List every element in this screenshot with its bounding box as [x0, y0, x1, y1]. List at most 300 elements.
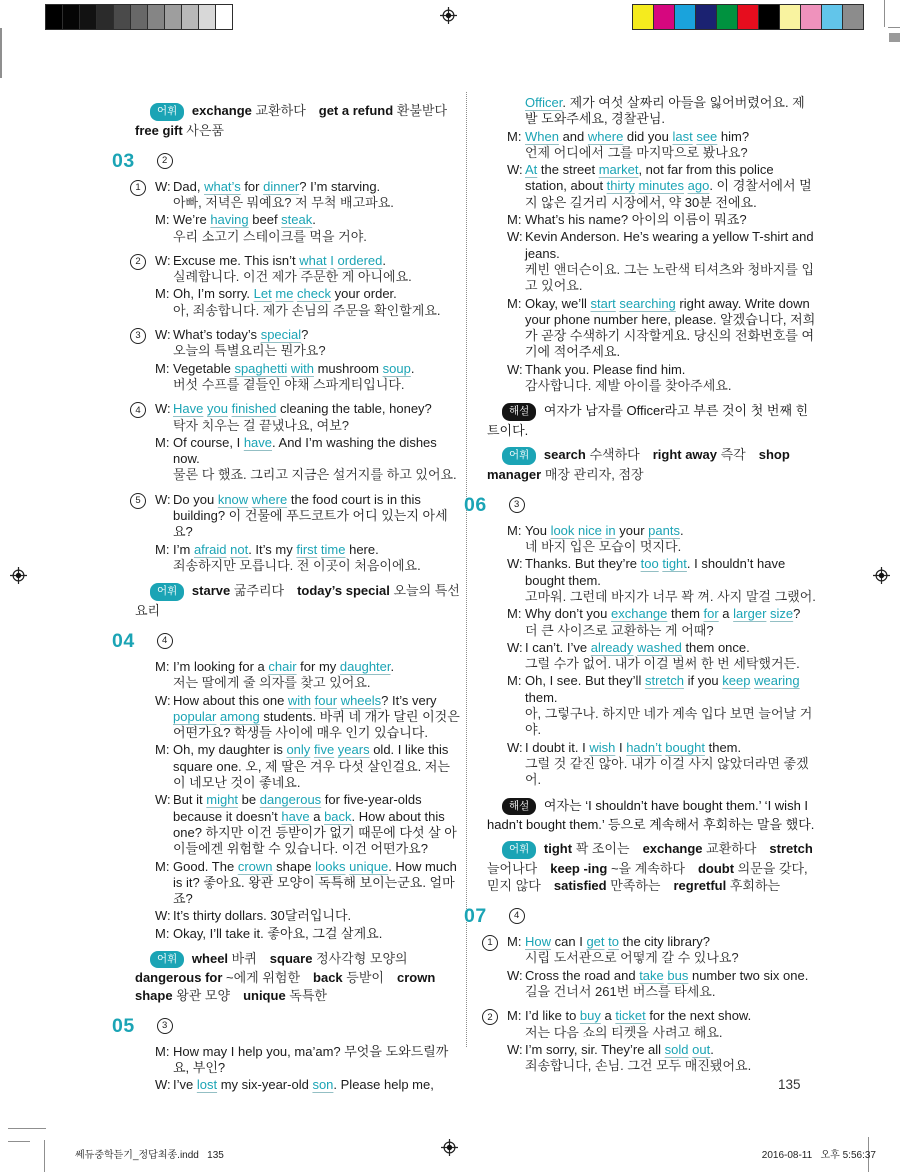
highlighted-word: searching: [619, 295, 676, 311]
speaker-label: W:: [155, 252, 171, 268]
footer-filename: 쎄듀중학듣기_정답최종.indd 135: [75, 1150, 224, 1161]
dialogue-turn: [507, 212, 817, 228]
korean-translation: 아빠, 저녁은 뭐예요? 저 무척 배고파요.: [173, 195, 394, 210]
dialogue-turn: [507, 606, 817, 639]
dialogue-line: W: Excuse me. This isn’t what I ordered.: [155, 252, 386, 268]
highlighted-word: I: [330, 252, 334, 268]
vocab-term: wheel: [191, 950, 229, 966]
vocab-term: unique: [243, 987, 286, 1003]
dialogue-turn: [155, 286, 463, 319]
highlighted-word: crown: [237, 858, 273, 874]
dialogue-line: M: How may I help you, ma’am? 무엇을 도와드릴까요, 부인?: [155, 1043, 449, 1076]
highlighted-word: minutes: [638, 178, 684, 194]
color-swatch: [800, 4, 822, 30]
vocab-gloss: 꽉 조이는: [575, 841, 630, 857]
highlighted-word: ordered: [337, 252, 383, 268]
speaker-label: W:: [155, 327, 171, 343]
dialogue-turn: [155, 401, 463, 434]
explanation-block: [487, 402, 817, 439]
explanation-badge: 해설: [502, 798, 536, 816]
section-header: [112, 149, 463, 173]
highlighted-word: with: [287, 692, 312, 708]
item-number: 4: [130, 402, 146, 418]
dialogue-turn: [507, 362, 817, 395]
vocab-badge: 어휘: [502, 841, 536, 859]
korean-translation: 더 큰 사이즈로 교환하는 게 어때?: [525, 622, 714, 638]
vocab-term: stretch: [769, 841, 813, 857]
speaker-label: M:: [507, 128, 522, 144]
highlighted-word: unique: [349, 858, 389, 874]
section-answer: 2: [157, 153, 173, 169]
highlighted-word: How: [525, 934, 552, 950]
speaker-label: W:: [155, 491, 171, 507]
vocab-gloss: ~을 계속하다: [610, 860, 685, 876]
vocab-term: satisfied: [553, 877, 607, 893]
speaker-label: W:: [155, 792, 171, 808]
dialogue-turn: [155, 693, 463, 742]
korean-translation: 아, 죄송합니다. 제가 손님의 주문을 확인할게요.: [173, 302, 441, 318]
highlighted-word: what’s: [204, 178, 241, 194]
highlighted-word: take: [639, 967, 664, 983]
dialogue-turn: [155, 253, 463, 286]
color-swatch: [653, 4, 675, 30]
highlighted-word: have: [243, 434, 273, 450]
vocab-gloss: 사은품: [186, 122, 224, 138]
section-number: 03: [112, 149, 135, 172]
vocab-term: today’s special: [297, 583, 390, 599]
speaker-label: M:: [507, 295, 522, 311]
left-column: [112, 95, 463, 1102]
explanation-text: 여자는 ‘I shouldn’t have bought them.’ ‘I wish I hadn’t bought them.’ 등으로 계속해서 후회하는 말을 했다.: [487, 797, 815, 832]
dialogue-line: M: Oh, I’m sorry. Let me check your order.: [155, 286, 397, 302]
highlighted-word: spaghetti: [234, 360, 288, 376]
korean-translation: 아, 그렇구나. 하지만 네가 계속 입다 보면 늘어날 거야.: [525, 706, 813, 738]
dialogue-turn: [155, 492, 463, 541]
dialogue-line: M: Okay, we’ll start searching right away. Write down your phone number here, please. 알겠습니다, 저희가 곧장 수색하기 시작할게요. 당신의 전화번호를 여기에 적어주세요.: [507, 295, 816, 360]
dialogue-turn: [507, 968, 817, 1001]
vocab-gloss: 수색하다: [589, 447, 640, 463]
dialogue-turn: [155, 1044, 463, 1077]
korean-translation: 오늘의 특별요리는 뭔가요?: [173, 343, 326, 359]
highlighted-word: dangerous: [259, 792, 322, 808]
speaker-label: M:: [155, 360, 170, 376]
korean-translation: 탁자 치우는 걸 끝냈나요, 여보?: [173, 417, 349, 433]
highlighted-word: sold: [664, 1041, 689, 1057]
section-header: [112, 1014, 463, 1038]
section-answer: 4: [509, 908, 525, 924]
highlighted-word: lost: [196, 1077, 218, 1093]
vocab-gloss: 등받이: [346, 970, 384, 986]
korean-translation: 감사합니다. 제발 아이를 찾아주세요.: [525, 378, 732, 394]
highlighted-word: tight: [662, 556, 687, 572]
dialogue-turn: [155, 908, 463, 924]
speaker-label: M:: [155, 1043, 170, 1059]
vocab-gloss: 늘어나다: [487, 860, 538, 876]
vocab-term: keep -ing: [550, 860, 608, 876]
highlighted-word: you: [206, 401, 228, 417]
highlighted-word: finished: [231, 401, 277, 417]
highlighted-word: hadn’t: [626, 739, 662, 755]
dialogue-line: Officer. 제가 여섯 살짜리 아들을 잃어버렸어요. 제발 도와주세요, 경찰관님.: [525, 95, 805, 127]
dialogue-turn: [155, 792, 463, 857]
highlighted-word: time: [320, 541, 346, 557]
dialogue-line: W: It’s thirty dollars. 30달러입니다.: [155, 908, 352, 924]
highlighted-word: popular: [173, 708, 217, 724]
item-number: 1: [130, 180, 146, 196]
highlighted-word: keep: [722, 673, 751, 689]
dialogue-turn: [507, 673, 817, 738]
vocab-block: [487, 840, 817, 894]
vocab-block: [135, 102, 463, 139]
highlighted-word: wearing: [754, 673, 800, 689]
vocab-gloss: 교환하다: [255, 103, 306, 118]
speaker-label: W:: [507, 556, 523, 572]
highlighted-word: among: [220, 708, 260, 724]
highlighted-word: with: [290, 360, 314, 376]
highlighted-word: me: [275, 286, 294, 302]
registration-mark-icon: [10, 567, 27, 584]
dialogue-item: [135, 327, 463, 393]
korean-translation: 저는 딸에게 줄 의자를 찾고 있어요.: [173, 675, 371, 691]
highlighted-word: where: [251, 491, 288, 507]
color-swatch: [758, 4, 780, 30]
dialogue-item: [507, 95, 817, 394]
vocab-term: right away: [652, 447, 717, 463]
highlighted-word: dinner: [263, 178, 300, 194]
grayscale-swatch: [62, 4, 80, 30]
vocab-term: exchange: [642, 841, 703, 857]
vocab-term: search: [543, 447, 586, 463]
vocab-gloss: 정사각형 모양의: [316, 950, 408, 966]
highlighted-word: Officer: [525, 95, 563, 110]
korean-translation: 물론 다 했죠. 그리고 지금은 설거지를 하고 있어요.: [173, 467, 457, 483]
highlighted-word: When: [525, 128, 559, 144]
highlighted-word: afraid: [193, 541, 227, 557]
speaker-label: M:: [507, 606, 522, 622]
highlighted-word: washed: [637, 639, 682, 655]
item-number: 5: [130, 493, 146, 509]
speaker-label: W:: [507, 162, 523, 178]
vocab-gloss: 의문을 갖다, 믿지 않다: [487, 860, 808, 893]
dialogue-turn: [155, 179, 463, 212]
registration-mark-icon: [440, 7, 457, 24]
color-calibration-bar: [633, 4, 864, 30]
highlighted-word: years: [337, 742, 370, 758]
explanation-block: [487, 797, 817, 834]
vocab-gloss: 굶주리다: [233, 583, 285, 599]
speaker-label: M:: [155, 742, 170, 758]
vocab-gloss: 환불받다: [396, 103, 448, 118]
highlighted-word: bus: [667, 967, 689, 983]
highlighted-word: five: [313, 742, 335, 758]
dialogue-turn: [507, 162, 817, 211]
highlighted-word: At: [525, 162, 538, 178]
highlighted-word: what: [299, 252, 327, 268]
section-header: [112, 629, 463, 653]
highlighted-word: ticket: [615, 1008, 646, 1024]
speaker-label: M:: [155, 541, 170, 557]
speaker-label: W:: [155, 401, 171, 417]
highlighted-word: chair: [268, 658, 297, 674]
dialogue-item: [507, 523, 817, 789]
speaker-label: W:: [155, 692, 171, 708]
dialogue-turn: [155, 327, 463, 360]
korean-translation: 네 바지 입은 모습이 멋지다.: [525, 539, 682, 555]
highlighted-word: size: [770, 606, 794, 622]
section-header: [464, 493, 817, 517]
grayscale-swatch: [113, 4, 131, 30]
dialogue-turn: [155, 659, 463, 692]
speaker-label: W:: [155, 178, 171, 194]
speaker-label: W:: [155, 908, 171, 924]
highlighted-word: four: [314, 692, 338, 708]
highlighted-word: daughter: [339, 658, 391, 674]
grayscale-swatch: [45, 4, 63, 30]
vocab-badge: 어휘: [502, 447, 536, 465]
dialogue-line: W: Thank you. Please find him.: [507, 361, 686, 377]
grayscale-swatch: [198, 4, 216, 30]
section-header: [464, 904, 817, 928]
vocab-term: shop manager: [487, 447, 790, 482]
item-number: 1: [482, 935, 498, 951]
dialogue-turn: [507, 229, 817, 294]
grayscale-swatch: [164, 4, 182, 30]
dialogue-item: [155, 659, 463, 942]
dialogue-turn: [155, 212, 463, 245]
crop-mark: [888, 27, 900, 28]
highlighted-word: only: [286, 742, 311, 758]
dialogue-line: W: Kevin Anderson. He’s wearing a yellow T-shirt and jeans.: [507, 229, 814, 261]
crop-mark: [0, 28, 2, 78]
vocab-term: back: [313, 970, 343, 986]
color-swatch: [674, 4, 696, 30]
highlighted-word: to: [608, 934, 619, 950]
highlighted-word: too: [640, 556, 659, 572]
korean-translation: 우리 소고기 스테이크를 먹을 거야.: [173, 228, 367, 244]
item-number: 2: [130, 254, 146, 270]
grayscale-swatch: [181, 4, 199, 30]
highlighted-word: where: [587, 128, 624, 144]
vocab-term: square: [269, 950, 313, 966]
korean-translation: 그럴 것 같진 않아. 내가 이걸 사지 않았더라면 좋겠어.: [525, 755, 809, 788]
vocab-gloss: 후회하는: [729, 877, 781, 893]
highlighted-word: have: [281, 808, 310, 824]
highlighted-word: looks: [315, 858, 346, 874]
item-number: 2: [482, 1009, 498, 1025]
speaker-label: M:: [155, 286, 170, 302]
highlighted-word: ago: [687, 178, 710, 194]
dialogue-line: M: How can I get to the city library?: [507, 934, 711, 950]
grayscale-swatch: [79, 4, 97, 30]
speaker-label: W:: [507, 361, 523, 377]
dialogue-item: [487, 1008, 817, 1074]
highlighted-word: soup: [382, 360, 411, 376]
vocab-term: regretful: [673, 877, 727, 893]
vocab-block: [135, 582, 463, 619]
dialogue-turn: [155, 1077, 463, 1093]
dialogue-item: [487, 934, 817, 1000]
highlighted-word: first: [296, 541, 318, 557]
speaker-label: M:: [155, 434, 170, 450]
dialogue-line: M: I’m afraid not. It’s my first time here.: [155, 541, 379, 557]
grayscale-swatch: [147, 4, 165, 30]
registration-mark-icon: [873, 567, 890, 584]
vocab-gloss: 바퀴: [231, 950, 257, 966]
highlighted-word: last: [672, 128, 693, 144]
korean-translation: 길을 건너서 261번 버스를 타세요.: [525, 984, 716, 999]
dialogue-line: M: Of course, I have. And I’m washing the dishes now.: [155, 434, 437, 467]
dialogue-item: [135, 178, 463, 245]
korean-translation: 고마워. 그런데 바지가 너무 꽉 껴. 사지 말걸 그랬어.: [525, 588, 816, 604]
vocab-gloss: 즉각: [720, 447, 746, 463]
dialogue-line: M: Why don’t you exchange them for a larger size?: [507, 606, 801, 622]
dialogue-line: W: How about this one with four wheels? It’s very popular among students. 바퀴 네 개가 달린 이것은 어떤가요? 학생들 사이에 매우 인기 있습니다.: [155, 692, 460, 741]
color-swatch: [737, 4, 759, 30]
korean-translation: 저는 다음 쇼의 티켓을 사려고 해요.: [525, 1024, 723, 1040]
dialogue-line: M: Oh, I see. But they’ll stretch if you keep wearing them.: [507, 673, 800, 705]
dialogue-line: W: Cross the road and take bus number two six one.: [507, 967, 809, 983]
highlighted-word: nice: [578, 522, 602, 538]
color-swatch: [632, 4, 654, 30]
speaker-label: M:: [507, 522, 522, 538]
highlighted-word: Have: [173, 401, 204, 417]
dialogue-line: M: When and where did you last see him?: [507, 128, 750, 144]
dialogue-turn: [507, 934, 817, 967]
highlighted-word: pants: [648, 522, 680, 538]
highlighted-word: buy: [579, 1008, 601, 1024]
korean-translation: 버섯 수프를 곁들인 야채 스파게티입니다.: [173, 376, 405, 392]
color-swatch: [716, 4, 738, 30]
crop-mark: [44, 1140, 45, 1172]
highlighted-word: for: [703, 606, 719, 622]
dialogue-turn: [507, 129, 817, 162]
korean-translation: 죄송합니다, 손님. 그건 모두 매진됐어요.: [525, 1058, 752, 1074]
registration-mark-icon: [441, 1139, 458, 1156]
highlighted-word: special: [260, 327, 302, 343]
dialogue-turn: [155, 742, 463, 791]
highlighted-word: stretch: [644, 673, 684, 689]
speaker-label: M:: [507, 673, 522, 689]
vocab-gloss: 만족하는: [610, 877, 661, 893]
highlighted-word: son: [312, 1077, 334, 1093]
section-number: 04: [112, 629, 135, 652]
dialogue-item: [135, 252, 463, 319]
dialogue-line: M: Oh, my daughter is only five years old. I like this square one. 오, 제 딸은 겨우 다섯 살인걸요. 저는 이 네모난 것이 좋네요.: [155, 742, 450, 791]
right-column: [464, 95, 817, 1082]
grayscale-calibration-bar: [46, 4, 233, 30]
vocab-term: tight: [543, 841, 573, 857]
color-swatch: [821, 4, 843, 30]
dialogue-line: M: Vegetable spaghetti with mushroom soup.: [155, 360, 415, 376]
section-answer: 3: [157, 1018, 173, 1034]
highlighted-word: wheels: [340, 692, 382, 708]
dialogue-turn: [507, 556, 817, 605]
korean-translation: 실례합니다. 이건 제가 주문한 게 아니에요.: [173, 269, 412, 285]
dialogue-turn: [507, 1042, 817, 1075]
korean-translation: 언제 어디에서 그를 마지막으로 봤나요?: [525, 144, 748, 160]
speaker-label: M:: [155, 658, 170, 674]
grayscale-swatch: [215, 4, 233, 30]
highlighted-word: check: [297, 286, 332, 302]
footer-datetime: 2016-08-11 오후 5:56:37: [761, 1150, 876, 1161]
highlighted-word: exchange: [611, 606, 668, 622]
dialogue-line: M: I’m looking for a chair for my daughter.: [155, 658, 395, 674]
dialogue-line: W: But it might be dangerous for five-year-olds because it doesn’t have a back. How about this one? 하지만 이건 등받이가 없기 때문에 다섯 살 아이들에겐 위험할 수 있습니다. 이건 어떤가요?: [155, 792, 457, 857]
crop-mark: [889, 33, 900, 42]
speaker-label: W:: [507, 229, 523, 245]
section-number: 07: [464, 905, 487, 928]
item-number: 3: [130, 328, 146, 344]
vocab-term: dangerous for: [135, 970, 223, 986]
dialogue-turn: [155, 361, 463, 394]
highlighted-word: bought: [665, 739, 705, 755]
dialogue-line: W: Thanks. But they’re too tight. I shouldn’t have bought them.: [507, 556, 786, 588]
highlighted-word: see: [696, 128, 718, 144]
vocab-gloss: 독특한: [289, 987, 327, 1003]
korean-translation: 죄송하지만 모릅니다. 전 이곳이 처음이에요.: [173, 557, 421, 573]
speaker-label: M:: [155, 858, 170, 874]
color-swatch: [842, 4, 864, 30]
vocab-term: starve: [191, 583, 231, 599]
highlighted-word: wish: [589, 739, 616, 755]
dialogue-line: W: I’ve lost my six-year-old son. Please help me,: [155, 1077, 434, 1093]
dialogue-line: M: What’s his name? 아이의 이름이 뭐죠?: [507, 212, 747, 228]
vocab-gloss: 교환하다: [706, 841, 757, 857]
vocab-badge: 어휘: [150, 583, 184, 601]
dialogue-line: W: At the street market, not far from this police station, about thirty minutes ago. 이 경찰서에서 멀지 않은 길거리 시장에서, 약 30분 전에요.: [507, 162, 812, 210]
dialogue-turn: [507, 1008, 817, 1041]
page-number: 135: [778, 1077, 801, 1092]
dialogue-turn: [507, 296, 817, 361]
dialogue-turn: [155, 435, 463, 484]
vocab-term: get a refund: [318, 103, 394, 118]
highlighted-word: larger: [733, 606, 767, 622]
speaker-label: W:: [507, 967, 523, 983]
speaker-label: W:: [507, 639, 523, 655]
vocab-term: doubt: [697, 860, 735, 876]
color-swatch: [695, 4, 717, 30]
korean-translation: 케빈 앤더슨이요. 그는 노란색 티셔츠와 청바지를 입고 있어요.: [525, 261, 815, 294]
speaker-label: W:: [507, 739, 523, 755]
vocab-term: exchange: [191, 103, 252, 118]
grayscale-swatch: [130, 4, 148, 30]
dialogue-item: [135, 491, 463, 574]
section-number: 06: [464, 493, 487, 516]
korean-translation: 시립 도서관으로 어떻게 갈 수 있나요?: [525, 950, 739, 966]
dialogue-turn: [155, 926, 463, 942]
vocab-block: [135, 950, 463, 1004]
speaker-label: W:: [507, 1041, 523, 1057]
vocab-gloss: ~에게 위험한: [226, 970, 301, 986]
speaker-label: M:: [507, 934, 522, 950]
dialogue-line: W: I can’t. I’ve already washed them once.: [507, 639, 750, 655]
dialogue-turn: [507, 95, 817, 128]
dialogue-line: M: Okay, I’ll take it. 좋아요, 그걸 살게요.: [155, 925, 383, 941]
highlighted-word: back: [324, 808, 352, 824]
section-answer: 4: [157, 633, 173, 649]
speaker-label: M:: [507, 212, 522, 228]
dialogue-turn: [507, 640, 817, 673]
highlighted-word: not: [230, 541, 249, 557]
dialogue-turn: [155, 859, 463, 908]
dialogue-line: M: We’re having beef steak.: [155, 212, 316, 228]
speaker-label: M:: [155, 212, 170, 228]
speaker-label: W:: [155, 1077, 171, 1093]
dialogue-line: M: I’d like to buy a ticket for the next show.: [507, 1008, 752, 1024]
highlighted-word: might: [206, 792, 239, 808]
vocab-badge: 어휘: [150, 103, 184, 121]
vocab-block: [487, 446, 817, 483]
